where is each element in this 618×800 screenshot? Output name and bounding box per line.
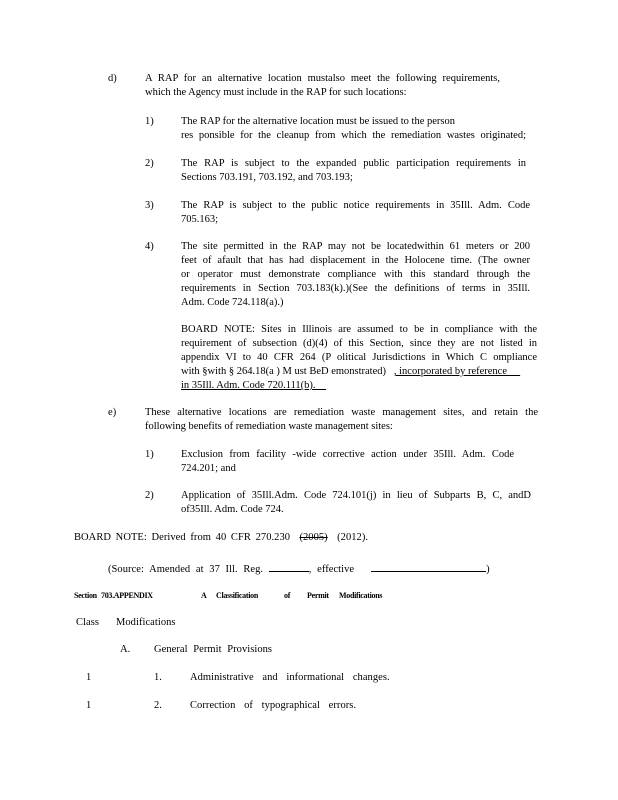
section-d-intro-line-1: A RAP for an alternative location mustalso meet the following requirements, [145,73,500,84]
section-e-intro-line-1: These alternative locations are remediation waste management sites, and retain the [145,407,538,418]
appendix-letter: A [201,591,207,600]
board-note-derived-suffix: (2012). [337,532,369,543]
section-d-intro [145,72,500,100]
item-e2-text [181,489,531,517]
item-d4-line-3: or operator must demonstrate compliance with this standard through the [181,269,530,280]
source-reg-blank [269,560,309,572]
table-row-1-text: Administrative and informational changes. [190,672,390,683]
board-note-derived [74,531,368,545]
board-note-d-reference: in 35Ill. Adm. Code 720.111(b). [181,380,316,391]
item-e1-line-2: 724.201; and [181,463,236,474]
item-d3-text [181,199,530,227]
source-middle: , effective [308,564,355,575]
table-group-letter: A. [120,644,131,655]
item-e1-marker: 1) [145,449,154,460]
item-d3-marker: 3) [145,200,154,211]
appendix-number: 703.APPENDIX [101,591,153,600]
item-d4-line-4: requirements in Section 703.183(k).)(See the definitions of terms in 35Ill. [181,283,530,294]
table-header-modifications: Modifications [116,617,176,628]
item-d2-text [181,157,526,185]
item-d1-text [181,115,526,143]
item-d4-line-1: The site permitted in the RAP may not be locatedwithin 61 meters or 200 [181,241,530,252]
board-note-d-line-4 [181,365,537,379]
appendix-section-label: Section [74,591,97,600]
item-d4-text [181,240,530,310]
board-note-d [181,323,537,393]
source-line [108,560,490,577]
item-d1-line-1: The RAP for the alternative location must be issued to the person [181,116,456,127]
board-note-d-underline-pad [507,366,520,377]
board-note-derived-struck: (2005) [299,532,328,543]
section-e-intro [145,406,538,434]
appendix-title-word-1: Classification [216,591,259,600]
item-d4-marker: 4) [145,241,154,252]
source-suffix: ) [486,564,490,575]
board-note-d-reference-pad [316,380,327,391]
board-note-d-line-4-text: with §with § 264.18(a ) M ust BeD emonstrated) [181,366,387,377]
table-group-label: General Permit Provisions [154,644,273,655]
item-d2-line-1: The RAP is subject to the expanded public participation requirements in [181,158,526,169]
section-e-intro-line-2: following benefits of remediation waste management sites: [145,421,393,432]
board-note-derived-prefix: BOARD NOTE: Derived from 40 CFR 270.230 [74,532,291,543]
item-d3-line-2: 705.163; [181,214,219,225]
appendix-title-word-2: of [284,591,291,600]
item-e2-line-1: Application of 35Ill.Adm. Code 724.101(j) in lieu of Subparts B, C, andD [181,490,531,501]
table-row-2-num: 2. [154,700,162,711]
section-d-marker: d) [108,73,117,84]
board-note-d-line-5 [181,379,537,393]
item-d3-line-1: The RAP is subject to the public notice requirements in 35Ill. Adm. Code [181,200,530,211]
table-row-2-class: 1 [86,700,92,711]
item-d4-line-5: Adm. Code 724.118(a).) [181,297,284,308]
board-note-d-incorporated: , incorporated by reference [393,366,507,377]
item-e2-line-2: of35Ill. Adm. Code 724. [181,504,284,515]
board-note-d-line-1: BOARD NOTE: Sites in Illinois are assumed to be in compliance with the [181,324,537,335]
board-note-d-line-3: appendix VI to 40 CFR 264 (P olitical Jurisdictions in Which C ompliance [181,352,537,363]
section-e-marker: e) [108,407,117,418]
item-d1-marker: 1) [145,116,154,127]
item-e1-line-1: Exclusion from facility -wide corrective action under 35Ill. Adm. Code [181,449,514,460]
item-d2-marker: 2) [145,158,154,169]
table-row-1-class: 1 [86,672,92,683]
item-e2-marker: 2) [145,490,154,501]
item-d1-line-2: res ponsible for the cleanup from which the remediation wastes originated; [181,130,526,141]
source-prefix: (Source: Amended at 37 Ill. Reg. [108,564,264,575]
appendix-title-word-3: Permit [307,591,329,600]
appendix-title-word-4: Modifications [339,591,383,600]
item-e1-text [181,448,514,476]
source-effective-blank [371,560,486,572]
item-d4-line-2: feet of afault that has had displacement in the Holocene time. (The owner [181,255,530,266]
board-note-d-line-2: requirement of subsection (d)(4) of this Section, since they are not listed in [181,338,537,349]
section-d-intro-line-2: which the Agency must include in the RAP for such locations: [145,87,407,98]
table-row-2-text: Correction of typographical errors. [190,700,357,711]
table-header-class: Class [76,617,100,628]
table-row-1-num: 1. [154,672,162,683]
item-d2-line-2: Sections 703.191, 703.192, and 703.193; [181,172,353,183]
